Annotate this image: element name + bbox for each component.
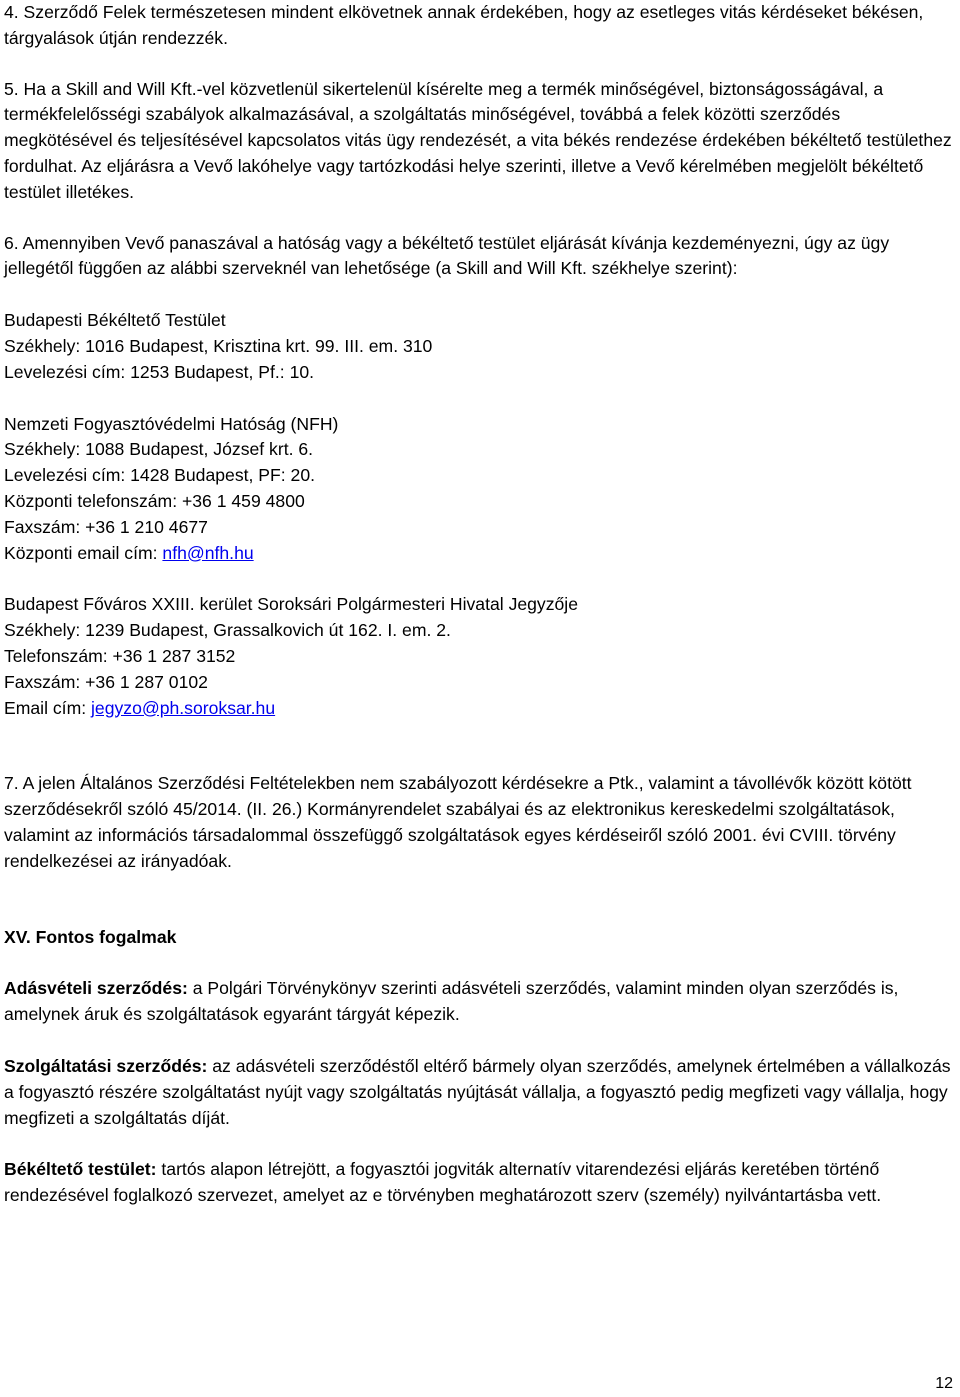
org-name: Nemzeti Fogyasztóvédelmi Hatóság (NFH) — [4, 413, 339, 434]
paragraph-5: 5. Ha a Skill and Will Kft.-vel közvetlenül sikertelenül kísérelte meg a termék minőségével, biztonságosságával, a termékfelelősségi szabályok alkalmazásával, a szolgáltatás minőségével, továbbá a felek közötti szerződés megkötésével és teljesítésével kapcsolatos vitás ügy rendezését, a vita békés rendezése érdekében békéltető testülethez fordulhat. Az eljárásra a Vevő lakóhelye vagy tartózkodási helye szerinti, illetve a Vevő kérelmében megjelölt békéltető testület illetékes. — [4, 78, 952, 202]
definition-term: Szolgáltatási szerződés: — [4, 1055, 208, 1076]
org-mail: Levelezési cím: 1253 Budapest, Pf.: 10. — [4, 361, 315, 382]
org-name: Budapesti Békéltető Testület — [4, 310, 226, 331]
org-email-line — [4, 541, 952, 567]
email-label: Központi email cím: — [4, 542, 163, 563]
org-fax: Faxszám: +36 1 287 0102 — [4, 671, 208, 692]
definition-szolgaltatasi — [4, 1054, 952, 1131]
org-mail: Levelezési cím: 1428 Budapest, PF: 20. — [4, 465, 316, 486]
section-title: XV. Fontos fogalmak — [4, 926, 177, 947]
org-phone: Telefonszám: +36 1 287 3152 — [4, 645, 236, 666]
org-seat: Székhely: 1239 Budapest, Grassalkovich út 162. I. em. 2. — [4, 620, 451, 641]
org-seat: Székhely: 1088 Budapest, József krt. 6. — [4, 439, 314, 460]
org-block-bbt — [4, 308, 952, 385]
definition-text: a Polgári Törvénykönyv szerinti adásvételi szerződés, valamint minden olyan szerződés is, amelynek áruk és szolgáltatások egyaránt tárgyát képezik. — [4, 978, 899, 1025]
definition-term: Békéltető testület: — [4, 1159, 157, 1180]
org-seat: Székhely: 1016 Budapest, Krisztina krt. 99. III. em. 310 — [4, 335, 433, 356]
page-number: 12 — [935, 1375, 953, 1392]
org-phone: Központi telefonszám: +36 1 459 4800 — [4, 490, 305, 511]
definition-term: Adásvételi szerződés: — [4, 978, 188, 999]
definition-text: tartós alapon létrejött, a fogyasztói jogviták alternatív vitarendezési eljárás keretében történő rendezésével foglalkozó szervezet, amelyet az e törvényben meghatározott szerv (személy) nyilvántartásba vett. — [4, 1159, 882, 1206]
org-name: Budapest Főváros XXIII. kerület Soroksári Polgármesteri Hivatal Jegyzője — [4, 594, 579, 615]
org-block-jegyzo — [4, 592, 952, 721]
paragraph-7: 7. A jelen Általános Szerződési Feltételekben nem szabályozott kérdésekre a Ptk., valamint a távollévők között kötött szerződésekről szóló 45/2014. (II. 26.) Kormányrendelet szabályai és az elektronikus kereskedelmi szolgáltatások, valamint az információs társadalommal összefüggő szolgáltatások egyes kérdéseiről szóló 2001. évi CVIII. törvény rendelkezései az irányadóak. — [4, 773, 912, 871]
definition-text: az adásvételi szerződéstől eltérő bármely olyan szerződés, amelynek értelmében a vállalkozás a fogyasztó részére szolgáltatást nyújt vagy szolgáltatás nyújtását vállalja, a fogyasztó pedig megfizeti vagy vállalja, hogy megfizeti a szolgáltatás díját. — [4, 1055, 951, 1128]
org-fax: Faxszám: +36 1 210 4677 — [4, 516, 208, 537]
email-link-nfh[interactable]: nfh@nfh.hu — [162, 542, 254, 563]
email-label: Email cím: — [4, 697, 91, 718]
definition-adasveteli — [4, 976, 952, 1028]
definition-bekelteto — [4, 1157, 952, 1209]
paragraph-4: 4. Szerződő Felek természetesen mindent elkövetnek annak érdekében, hogy az esetleges vitás kérdéseket békésen, tárgyalások útján rendezzék. — [4, 2, 924, 48]
document-page — [4, 0, 952, 1209]
email-link-jegyzo[interactable]: jegyzo@ph.soroksar.hu — [91, 697, 276, 718]
paragraph-6: 6. Amennyiben Vevő panaszával a hatóság vagy a békéltető testület eljárását kívánja kezdeményezni, úgy az ügy jellegétől függően az alábbi szerveknél van lehetősége (a Skill and Will Kft. székhelye szerint): — [4, 232, 890, 279]
org-email-line — [4, 696, 952, 722]
org-block-nfh — [4, 412, 952, 567]
